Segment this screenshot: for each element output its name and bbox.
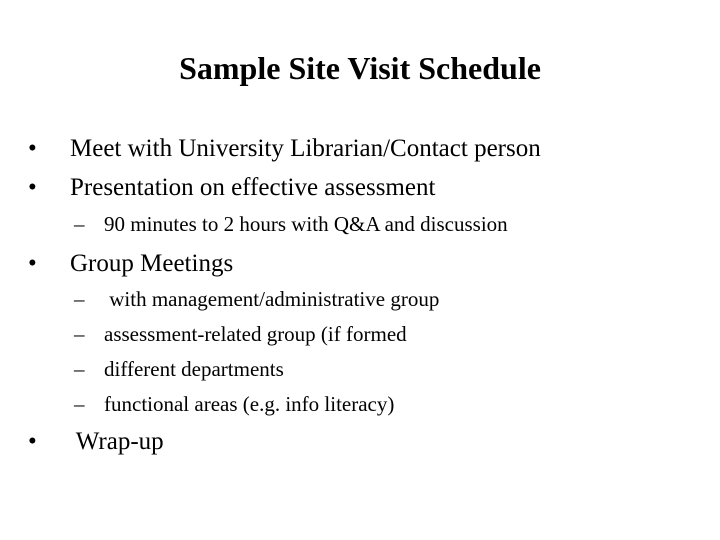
bullet-marker: •: [28, 428, 37, 455]
dash-marker: –: [74, 392, 85, 416]
slide-title: Sample Site Visit Schedule: [179, 50, 541, 86]
bullet-marker: •: [28, 174, 37, 201]
bullet-marker: •: [28, 250, 37, 277]
sub-item-departments: different departments: [104, 357, 284, 381]
dash-marker: –: [74, 287, 85, 311]
bullet-item-wrap-up: Wrap-up: [70, 428, 164, 455]
sub-item-assessment-group: assessment-related group (if formed: [104, 322, 407, 346]
dash-marker: –: [74, 322, 85, 346]
sub-item-functional-areas: functional areas (e.g. info literacy): [104, 392, 395, 416]
dash-marker: –: [74, 212, 85, 236]
bullet-marker: •: [28, 135, 37, 162]
sub-item-duration: 90 minutes to 2 hours with Q&A and discussion: [104, 212, 508, 236]
bullet-item-meet-librarian: Meet with University Librarian/Contact person: [70, 135, 541, 162]
bullet-item-presentation: Presentation on effective assessment: [70, 174, 436, 201]
sub-item-management-group: with management/administrative group: [104, 287, 440, 311]
bullet-item-group-meetings: Group Meetings: [70, 250, 234, 277]
dash-marker: –: [74, 357, 85, 381]
